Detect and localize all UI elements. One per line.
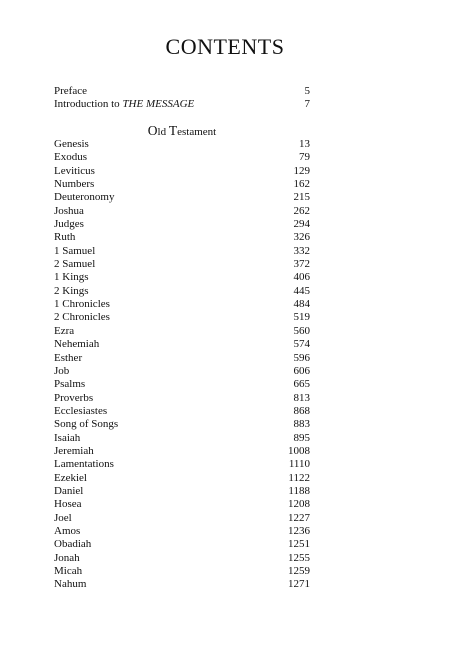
toc-entry-page: 665: [293, 378, 310, 391]
toc-entry-page: 332: [293, 244, 310, 257]
toc-entry-label: Exodus: [54, 151, 87, 164]
toc-entry-label: Judges: [54, 218, 84, 231]
toc-entry-book[interactable]: [54, 325, 310, 338]
toc-entry-label: Joel: [54, 511, 72, 524]
toc-entry-page: 7: [304, 98, 310, 111]
toc-entry-label: 1 Chronicles: [54, 298, 110, 311]
toc-entry-label: Ecclesiastes: [54, 404, 108, 417]
toc-entry-book[interactable]: [54, 525, 310, 538]
toc-entry-page: 519: [293, 311, 310, 324]
toc-entry-label: Ruth: [54, 231, 76, 244]
toc-entry-label: Psalms: [54, 378, 86, 391]
toc-entry-book[interactable]: [54, 338, 310, 351]
toc-entry-label: Deuteronomy: [54, 191, 115, 204]
toc-entry-book[interactable]: [54, 498, 310, 511]
toc-entry-book[interactable]: [54, 392, 310, 405]
toc-entry-book[interactable]: [54, 285, 310, 298]
section-heading-rest-second: estament: [177, 126, 217, 138]
toc-entry-label: Job: [54, 364, 70, 377]
book-list: [54, 138, 310, 592]
toc-entry-book[interactable]: [54, 472, 310, 485]
toc-entry-book[interactable]: [54, 191, 310, 204]
toc-entry-preface[interactable]: [54, 85, 310, 98]
toc-entry-label: Ezekiel: [54, 471, 87, 484]
toc-entry-label: Isaiah: [54, 431, 81, 444]
toc-entry-book[interactable]: [54, 578, 310, 591]
toc-entry-label: Daniel: [54, 484, 84, 497]
toc-entry-page: 445: [293, 284, 310, 297]
toc-entry-label: Hosea: [54, 498, 82, 511]
toc-entry-label: Nahum: [54, 578, 87, 591]
toc-entry-label: Ezra: [54, 324, 75, 337]
toc-entry-page: 1251: [288, 538, 310, 551]
toc-entry-page: 883: [293, 418, 310, 431]
toc-entry-page: 1188: [288, 484, 310, 497]
toc-entry-book[interactable]: [54, 245, 310, 258]
toc-entry-page: 162: [293, 178, 310, 191]
toc-entry-page: 1236: [288, 524, 310, 537]
front-matter-list: [54, 85, 310, 112]
toc-entry-label: Amos: [54, 524, 81, 537]
toc-entry-label: 1 Samuel: [54, 244, 96, 257]
toc-entry-book[interactable]: [54, 258, 310, 271]
toc-entry-page: 1122: [288, 471, 310, 484]
toc-entry-page: 406: [293, 271, 310, 284]
toc-entry-book[interactable]: [54, 565, 310, 578]
toc-entry-book[interactable]: [54, 365, 310, 378]
toc-entry-page: 372: [293, 258, 310, 271]
toc-entry-book[interactable]: [54, 552, 310, 565]
toc-entry-page: 5: [304, 85, 310, 97]
toc-entry-label: 2 Samuel: [54, 258, 96, 271]
toc-entry-introduction[interactable]: [54, 98, 310, 111]
toc-entry-book[interactable]: [54, 231, 310, 244]
toc-entry-label: Micah: [54, 565, 83, 577]
toc-entry-page: 484: [293, 298, 310, 311]
toc-entry-page: 813: [293, 391, 310, 404]
toc-entry-page: 1255: [288, 551, 310, 564]
toc-entry-label: Nehemiah: [54, 338, 100, 351]
toc-entry-label: Joshua: [54, 204, 84, 217]
toc-entry-page: 1227: [288, 511, 310, 524]
toc-entry-book[interactable]: [54, 271, 310, 284]
toc-entry-label: [54, 98, 194, 111]
toc-entry-label: Genesis: [54, 138, 89, 150]
toc-entry-page: 294: [293, 218, 310, 231]
section-heading-rest-first: ld: [157, 126, 169, 138]
toc-entry-book[interactable]: [54, 138, 310, 151]
toc-entry-page: 574: [293, 338, 310, 351]
toc-entry-page: 560: [293, 324, 310, 337]
section-heading-initial: O: [147, 123, 158, 138]
toc-entry-label: Proverbs: [54, 391, 94, 404]
toc-entry-page: 1259: [288, 565, 310, 577]
toc-entry-book[interactable]: [54, 151, 310, 164]
toc-entry-page: 1110: [288, 458, 310, 471]
toc-entry-book[interactable]: [54, 178, 310, 191]
toc-entry-book[interactable]: [54, 432, 310, 445]
toc-entry-book[interactable]: [54, 205, 310, 218]
toc-entry-label: Esther: [54, 351, 83, 364]
toc-entry-book[interactable]: [54, 458, 310, 471]
toc-entry-book[interactable]: [54, 218, 310, 231]
toc-entry-book[interactable]: [54, 298, 310, 311]
toc-entry-book[interactable]: [54, 538, 310, 551]
toc-entry-label: Song of Songs: [54, 418, 119, 431]
toc-entry-book[interactable]: [54, 485, 310, 498]
toc-entry-label: Obadiah: [54, 538, 92, 551]
page-title: CONTENTS: [165, 34, 285, 59]
toc-entry-book[interactable]: [54, 352, 310, 365]
toc-entry-label-italic: THE MESSAGE: [122, 98, 195, 111]
toc-entry-book[interactable]: [54, 445, 310, 458]
toc-entry-page: 1008: [288, 444, 310, 457]
toc-entry-page: 215: [293, 191, 310, 204]
toc-entry-page: 262: [293, 204, 310, 217]
toc-entry-label: 2 Chronicles: [54, 311, 110, 324]
toc-entry-label: Lamentations: [54, 458, 114, 471]
toc-entry-book[interactable]: [54, 165, 310, 178]
toc-entry-page: 79: [299, 151, 310, 164]
toc-entry-book[interactable]: [54, 418, 310, 431]
toc-entry-label: 2 Kings: [54, 284, 89, 297]
toc-entry-page: 596: [293, 351, 310, 364]
toc-entry-label: Jeremiah: [54, 444, 94, 457]
toc-entry-label: 1 Kings: [54, 271, 89, 284]
toc-entry-label: Numbers: [54, 178, 95, 191]
toc-entry-page: 1208: [288, 498, 310, 511]
toc-entry-page: 13: [299, 138, 310, 150]
toc-entry-label: Leviticus: [54, 164, 95, 177]
toc-entry-page: 606: [293, 364, 310, 377]
toc-entry-label-prefix: Introduction to: [54, 98, 123, 111]
toc-entry-book[interactable]: [54, 512, 310, 525]
toc-entry-book[interactable]: [54, 405, 310, 418]
toc-entry-page: 868: [293, 404, 310, 417]
toc-entry-page: 1271: [288, 578, 310, 591]
toc-entry-book[interactable]: [54, 378, 310, 391]
toc-entry-page: 326: [293, 231, 310, 244]
toc-entry-page: 129: [293, 164, 310, 177]
toc-entry-page: 895: [293, 431, 310, 444]
toc-entry-label: Jonah: [54, 551, 80, 564]
section-heading-initial-2: T: [168, 123, 178, 138]
toc-entry-book[interactable]: [54, 311, 310, 324]
toc-entry-label: Preface: [54, 85, 87, 97]
